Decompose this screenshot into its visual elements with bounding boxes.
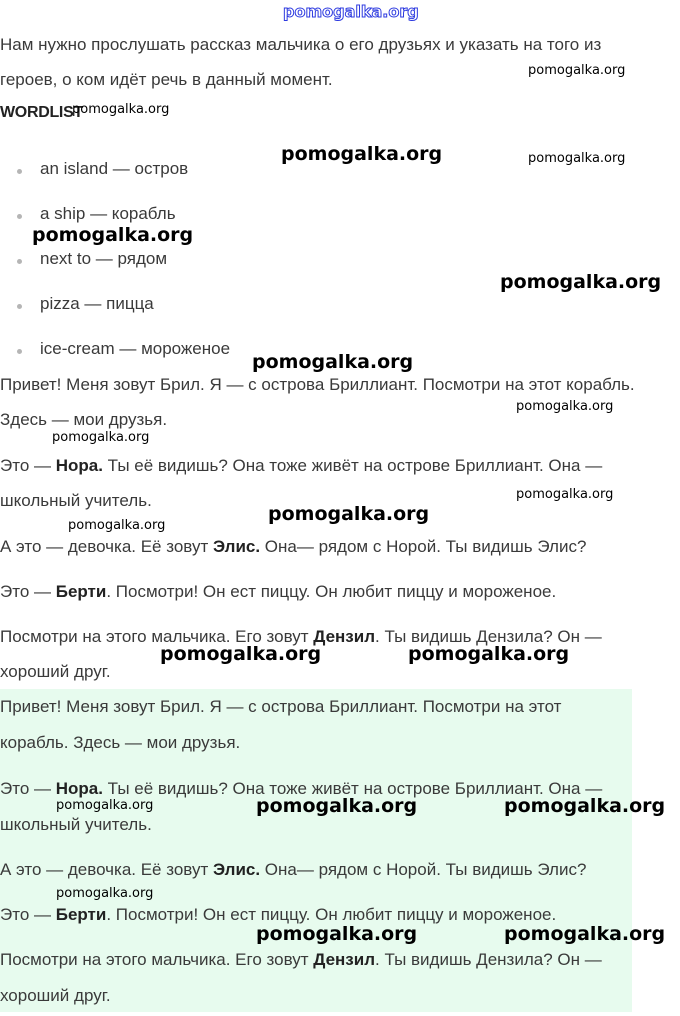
intro-line-2: героев, о ком идёт речь в данный момент. bbox=[0, 70, 333, 89]
bullet-icon bbox=[17, 214, 22, 219]
wordlist-item: ice-cream — мороженое bbox=[40, 339, 231, 358]
watermark: pomogalka.org bbox=[500, 271, 662, 293]
character-name: Берти bbox=[55, 582, 107, 601]
wordlist-item: an island — остров bbox=[40, 159, 189, 178]
bullet-icon bbox=[17, 169, 22, 174]
story-p4: Это — Берти. Посмотри! Он ест пиццу. Он любит пиццу и мороженое. bbox=[0, 582, 557, 601]
answer-p4: Это — Берти. Посмотри! Он ест пиццу. Он любит пиццу и мороженое. bbox=[0, 905, 557, 924]
story-p2-line-1: Это — Нора. Ты её видишь? Она тоже живёт на острове Бриллиант. Она — bbox=[0, 456, 603, 475]
watermark: pomogalka.org bbox=[252, 351, 414, 373]
watermark: pomogalka.org bbox=[56, 886, 154, 901]
watermark: pomogalka.org bbox=[68, 518, 166, 533]
story-p2-line-2: школьный учитель. bbox=[0, 491, 152, 510]
watermark: pomogalka.org bbox=[528, 151, 626, 166]
watermark: pomogalka.org bbox=[268, 503, 430, 525]
character-name: Дензил bbox=[313, 627, 375, 646]
answer-p3: А это — девочка. Её зовут Элис. Она— рядом с Норой. Ты видишь Элис? bbox=[0, 860, 587, 879]
watermark: pomogalka.org bbox=[281, 143, 443, 165]
watermark: pomogalka.org bbox=[160, 643, 322, 665]
character-name: Берти bbox=[55, 905, 107, 924]
bullet-icon bbox=[17, 259, 22, 264]
character-name: Элис. bbox=[212, 860, 261, 879]
story-p5-line-1: Посмотри на этого мальчика. Его зовут Дензил. Ты видишь Дензила? Он — bbox=[0, 627, 602, 646]
watermark: pomogalka.org bbox=[516, 399, 614, 414]
watermark: pomogalka.org bbox=[504, 923, 666, 945]
story-p5-line-2: хороший друг. bbox=[0, 662, 111, 681]
character-name: Нора. bbox=[55, 456, 103, 475]
story-p1-line-2: Здесь — мои друзья. bbox=[0, 410, 168, 429]
watermark: pomogalka.org bbox=[504, 795, 666, 817]
wordlist-item: pizza — пицца bbox=[40, 294, 154, 313]
answer-p2-line-2: школьный учитель. bbox=[0, 815, 152, 834]
site-watermark-top: pomogalka.org bbox=[283, 2, 419, 21]
wordlist-title: WORDLIST bbox=[0, 104, 83, 121]
watermark: pomogalka.org bbox=[56, 798, 154, 813]
watermark: pomogalka.org bbox=[408, 643, 570, 665]
answer-p1-line-2: корабль. Здесь — мои друзья. bbox=[0, 733, 241, 752]
intro-line-1: Нам нужно прослушать рассказ мальчика о его друзьях и указать на того из bbox=[0, 35, 602, 54]
story-p1-line-1: Привет! Меня зовут Брил. Я — с острова Бриллиант. Посмотри на этот корабль. bbox=[0, 375, 635, 394]
wordlist-item: next to — рядом bbox=[40, 249, 168, 268]
watermark: pomogalka.org bbox=[256, 923, 418, 945]
watermark: pomogalka.org bbox=[516, 487, 614, 502]
watermark: pomogalka.org bbox=[528, 63, 626, 78]
watermark: pomogalka.org bbox=[52, 430, 150, 445]
watermark: pomogalka.org bbox=[256, 795, 418, 817]
story-p3: А это — девочка. Её зовут Элис. Она— рядом с Норой. Ты видишь Элис? bbox=[0, 537, 587, 556]
bullet-icon bbox=[17, 349, 22, 354]
character-name: Элис. bbox=[212, 537, 261, 556]
watermark: pomogalka.org bbox=[72, 102, 170, 117]
bullet-icon bbox=[17, 304, 22, 309]
answer-p1-line-1: Привет! Меня зовут Брил. Я — с острова Бриллиант. Посмотри на этот bbox=[0, 697, 562, 716]
watermark: pomogalka.org bbox=[32, 224, 194, 246]
character-name: Дензил bbox=[313, 950, 375, 969]
character-name: Нора. bbox=[55, 779, 103, 798]
answer-p2-line-1: Это — Нора. Ты её видишь? Она тоже живёт на острове Бриллиант. Она — bbox=[0, 779, 603, 798]
answer-p5-line-2: хороший друг. bbox=[0, 986, 111, 1005]
answer-p5-line-1: Посмотри на этого мальчика. Его зовут Дензил. Ты видишь Дензила? Он — bbox=[0, 950, 602, 969]
wordlist-item: a ship — корабль bbox=[40, 204, 176, 223]
